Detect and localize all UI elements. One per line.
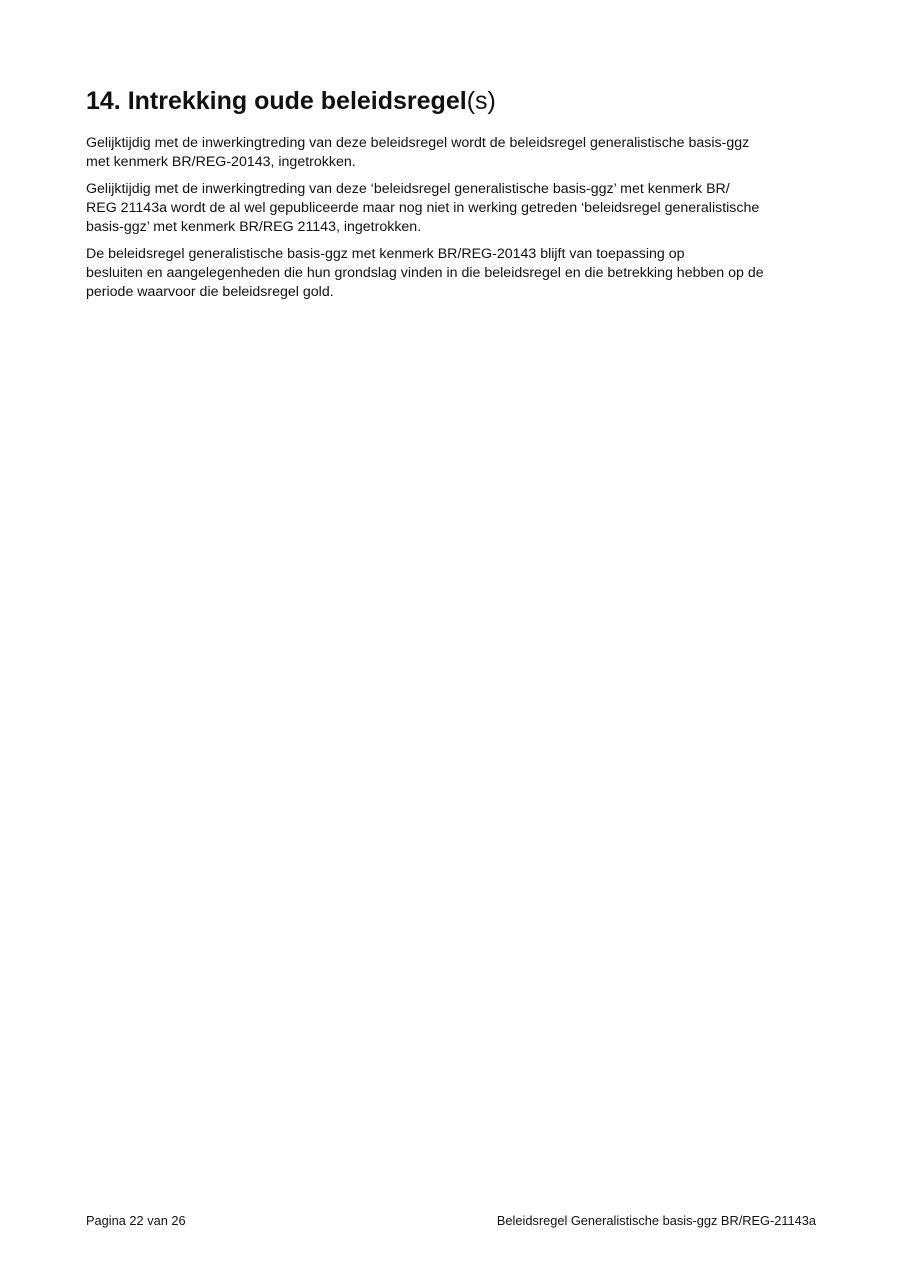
- paragraph-1: [86, 134, 821, 172]
- paragraph-2-line-1: Gelijktijdig met de inwerkingtreding van deze ‘beleidsregel generalistische basis-ggz’ met kenmerk BR/: [86, 181, 730, 197]
- footer-document-title: Beleidsregel Generalistische basis-ggz BR/REG-21143a: [496, 1213, 816, 1228]
- paragraph-3-line-1: De beleidsregel generalistische basis-ggz met kenmerk BR/REG-20143 blijft van toepassing op: [86, 246, 685, 262]
- paragraph-1-line-2: met kenmerk BR/REG-20143, ingetrokken.: [86, 154, 356, 170]
- section-title-suffix: (s): [466, 87, 496, 115]
- paragraph-3-line-2: besluiten en aangelegenheden die hun grondslag vinden in die beleidsregel en die betrekking hebben op de: [86, 265, 764, 281]
- section-title-main: 14. Intrekking oude beleidsregel: [86, 87, 467, 115]
- paragraph-2-line-3: basis-ggz’ met kenmerk BR/REG 21143, ingetrokken.: [86, 219, 422, 235]
- paragraph-3: [86, 245, 821, 302]
- paragraph-2: [86, 180, 821, 237]
- paragraph-3-line-3: periode waarvoor die beleidsregel gold.: [86, 284, 334, 300]
- paragraph-2-line-2: REG 21143a wordt de al wel gepubliceerde maar nog niet in werking getreden ‘beleidsregel generalistische: [86, 200, 760, 216]
- page-footer: [86, 1213, 816, 1229]
- footer-page-number: Pagina 22 van 26: [86, 1213, 186, 1228]
- paragraph-1-line-1: Gelijktijdig met de inwerkingtreding van deze beleidsregel wordt de beleidsregel generalistische basis-ggz: [86, 135, 750, 151]
- section-title: [86, 84, 821, 118]
- page-content: [86, 84, 821, 310]
